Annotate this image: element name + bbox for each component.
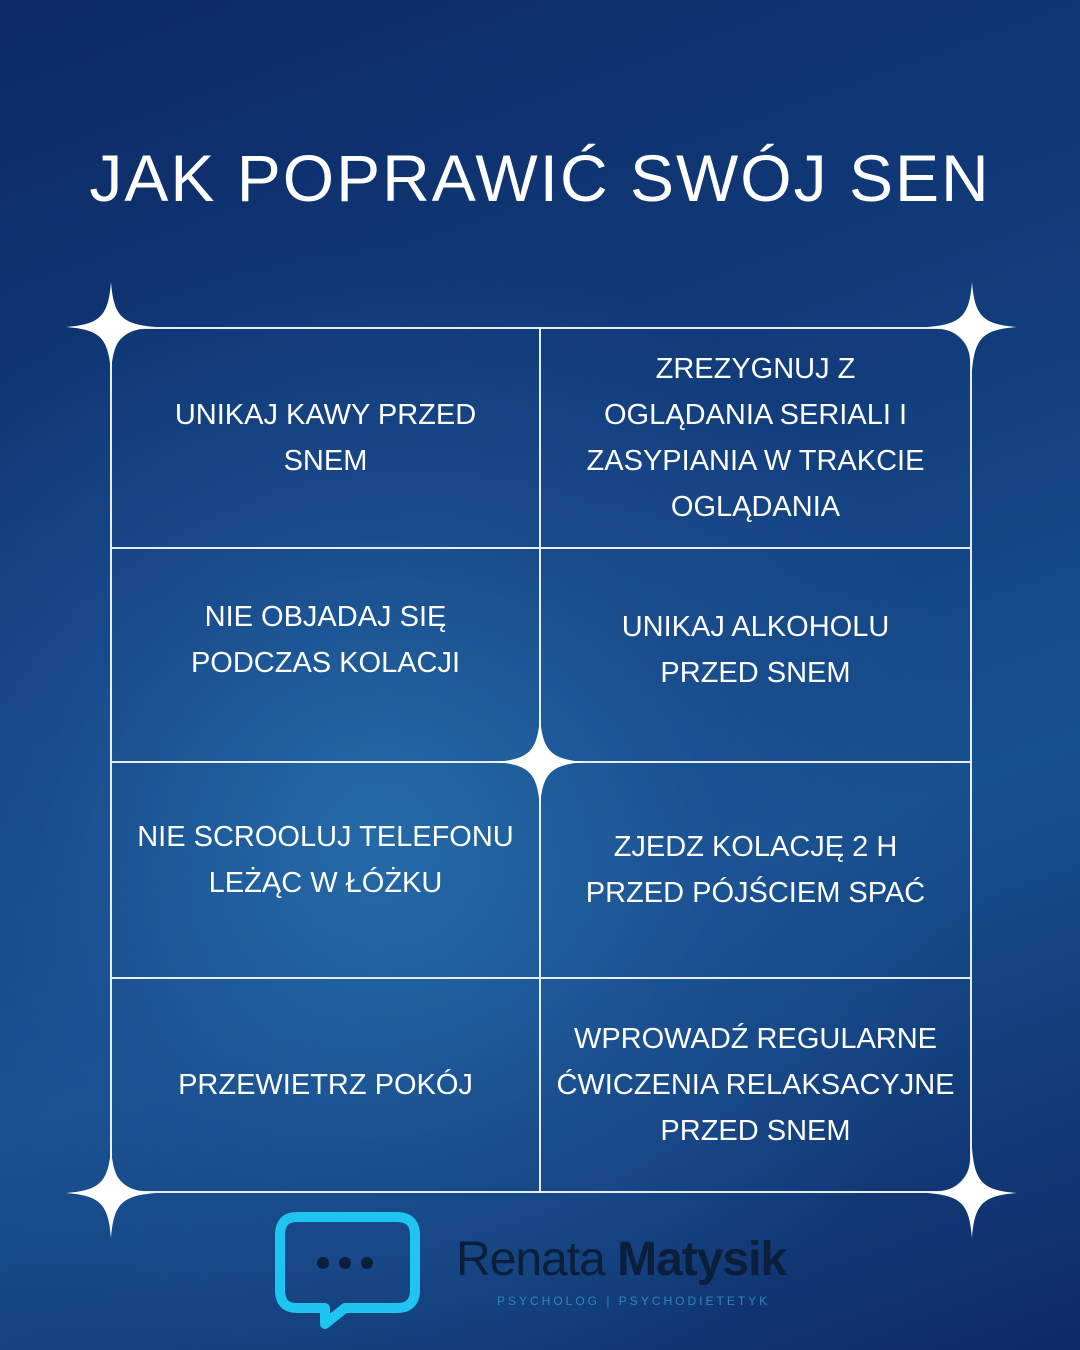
sparkle-icon	[66, 282, 156, 372]
tip-text: NIE OBJADAJ SIĘ PODCZAS KOLACJI	[190, 601, 461, 679]
tip-cell	[541, 549, 970, 761]
page-title: JAK POPRAWIĆ SWÓJ SEN	[89, 141, 991, 215]
tip-cell	[541, 979, 970, 1191]
tip-text: ZJEDZ KOLACJĘ 2 H PRZED PÓJŚCIEM SPAĆ	[585, 831, 926, 909]
brand-first-name: Renata	[456, 1233, 605, 1286]
brand-name	[456, 1232, 786, 1287]
tip-text: NIE SCROOLUJ TELEFONU LEŻĄC W ŁÓŻKU	[137, 821, 514, 899]
tip-cell	[112, 763, 539, 977]
sparkle-icon	[927, 282, 1017, 372]
brand-tagline: PSYCHOLOG | PSYCHODIETETYK	[497, 1294, 771, 1308]
tip-cell	[112, 549, 539, 761]
brand-logo	[275, 1212, 805, 1332]
sparkle-icon	[66, 1148, 156, 1238]
tip-text: ZREZYGNUJ Z OGLĄDANIA SERIALI I ZASYPIANIA W TRAKCIE OGLĄDANIA	[586, 353, 925, 523]
tip-cell	[541, 329, 970, 547]
brand-last-name: Matysik	[617, 1233, 787, 1286]
sparkle-icon	[495, 717, 585, 807]
tip-cell	[112, 329, 539, 547]
tip-text: WPROWADŹ REGULARNE ĆWICZENIA RELAKSACYJNE PRZED SNEM	[556, 1023, 955, 1147]
chat-bubble-icon	[275, 1212, 420, 1332]
tip-text: UNIKAJ KAWY PRZED SNEM	[174, 399, 477, 477]
tip-text: PRZEWIETRZ POKÓJ	[178, 1069, 473, 1101]
sparkle-icon	[927, 1148, 1017, 1238]
tip-cell	[541, 763, 970, 977]
tip-cell	[112, 979, 539, 1191]
tip-text: UNIKAJ ALKOHOLU PRZED SNEM	[621, 611, 890, 689]
